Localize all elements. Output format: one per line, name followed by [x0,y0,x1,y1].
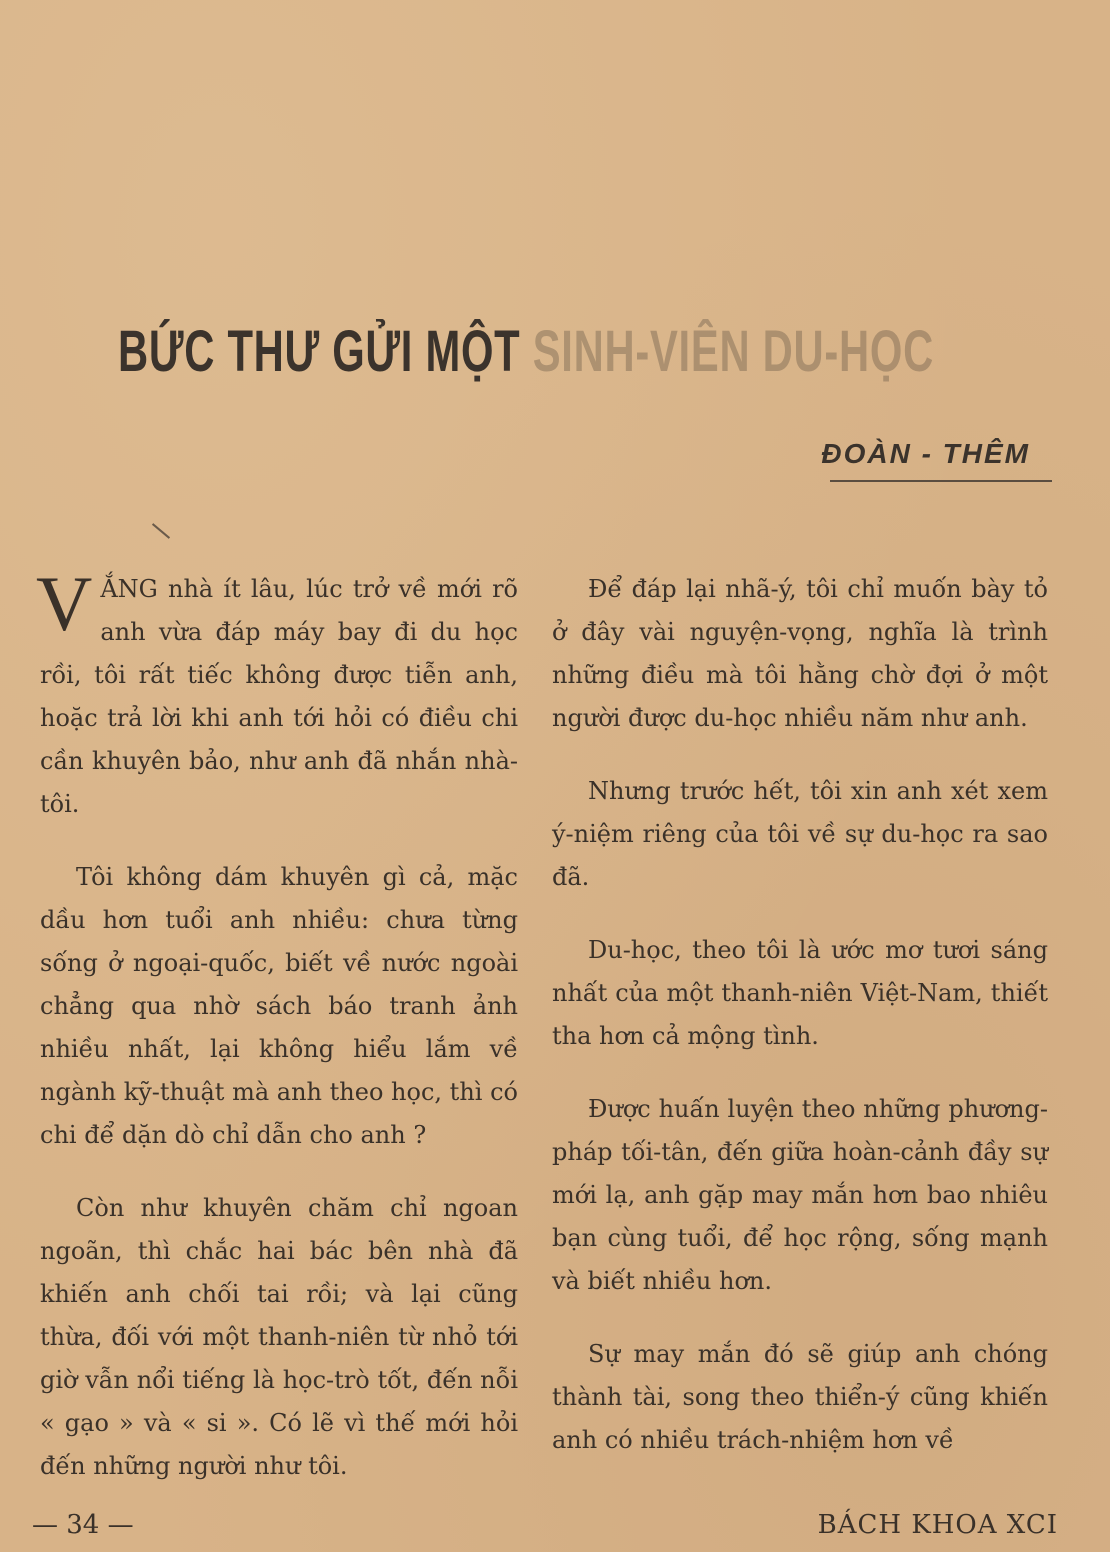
article-author: ĐOÀN - THÊM [821,438,1030,469]
left-paragraph-2: Tôi không dám khuyên gì cả, mặc dầu hơn tuổi anh nhiều: chưa từng sống ở ngoại-quốc, biết về nước ngoài chẳng qua nhờ sách báo tranh ảnh nhiều nhất, lại không hiểu lắm về ngành kỹ-thuật mà anh theo học, thì có chi để dặn dò chỉ dẫn cho anh ? [40,863,518,1149]
left-paragraph-1 [36,560,518,826]
right-paragraph-3: Du-học, theo tôi là ước mơ tươi sáng nhất của một thanh-niên Việt-Nam, thiết tha hơn cả mộng tình. [552,936,1048,1050]
magazine-name: BÁCH KHOA XCI [817,1510,1058,1540]
right-paragraph-2: Nhưng trước hết, tôi xin anh xét xem ý-niệm riêng của tôi về sự du-học ra sao đã. [552,777,1048,891]
right-paragraph-4: Được huấn luyện theo những phương-pháp tối-tân, đến giữa hoàn-cảnh đầy sự mới lạ, anh gặp may mắn hơn bao nhiêu bạn cùng tuổi, để học rộng, sống mạnh và biết nhiều hơn. [552,1095,1048,1295]
right-column [552,568,1048,1492]
left-column [36,560,518,1518]
right-paragraph-5: Sự may mắn đó sẽ giúp anh chóng thành tài, song theo thiển-ý cũng khiến anh có nhiều trách-nhiệm hơn về [552,1340,1048,1454]
page-number: — 34 — [32,1510,134,1540]
left-paragraph-1-text: ẮNG nhà ít lâu, lúc trở về mới rõ anh vừa đáp máy bay đi du học rồi, tôi rất tiếc không được tiễn anh, hoặc trả lời khi anh tới hỏi có điều chi cần khuyên bảo, như anh đã nhắn nhà-tôi. [40,575,518,818]
title-part-2: SINH-VIÊN DU-HỌC [532,319,934,384]
right-paragraph-1: Để đáp lại nhã-ý, tôi chỉ muốn bày tỏ ở đây vài nguyện-vọng, nghĩa là trình những điều mà tôi hằng chờ đợi ở một người được du-học nhiều năm như anh. [552,575,1048,732]
stray-mark [152,523,170,539]
author-underline [830,480,1052,482]
left-paragraph-3: Còn như khuyên chăm chỉ ngoan ngoãn, thì chắc hai bác bên nhà đã khiến anh chối tai rồi; và lại cũng thừa, đối với một thanh-niên từ nhỏ tới giờ vẫn nổi tiếng là học-trò tốt, đến nỗi « gạo » và « si ». Có lẽ vì thế mới hỏi đến những người như tôi. [40,1194,518,1480]
article-title [118,318,968,385]
dropcap: V [36,560,93,647]
title-part-1: BỨC THƯ GỬI MỘT [118,319,533,384]
